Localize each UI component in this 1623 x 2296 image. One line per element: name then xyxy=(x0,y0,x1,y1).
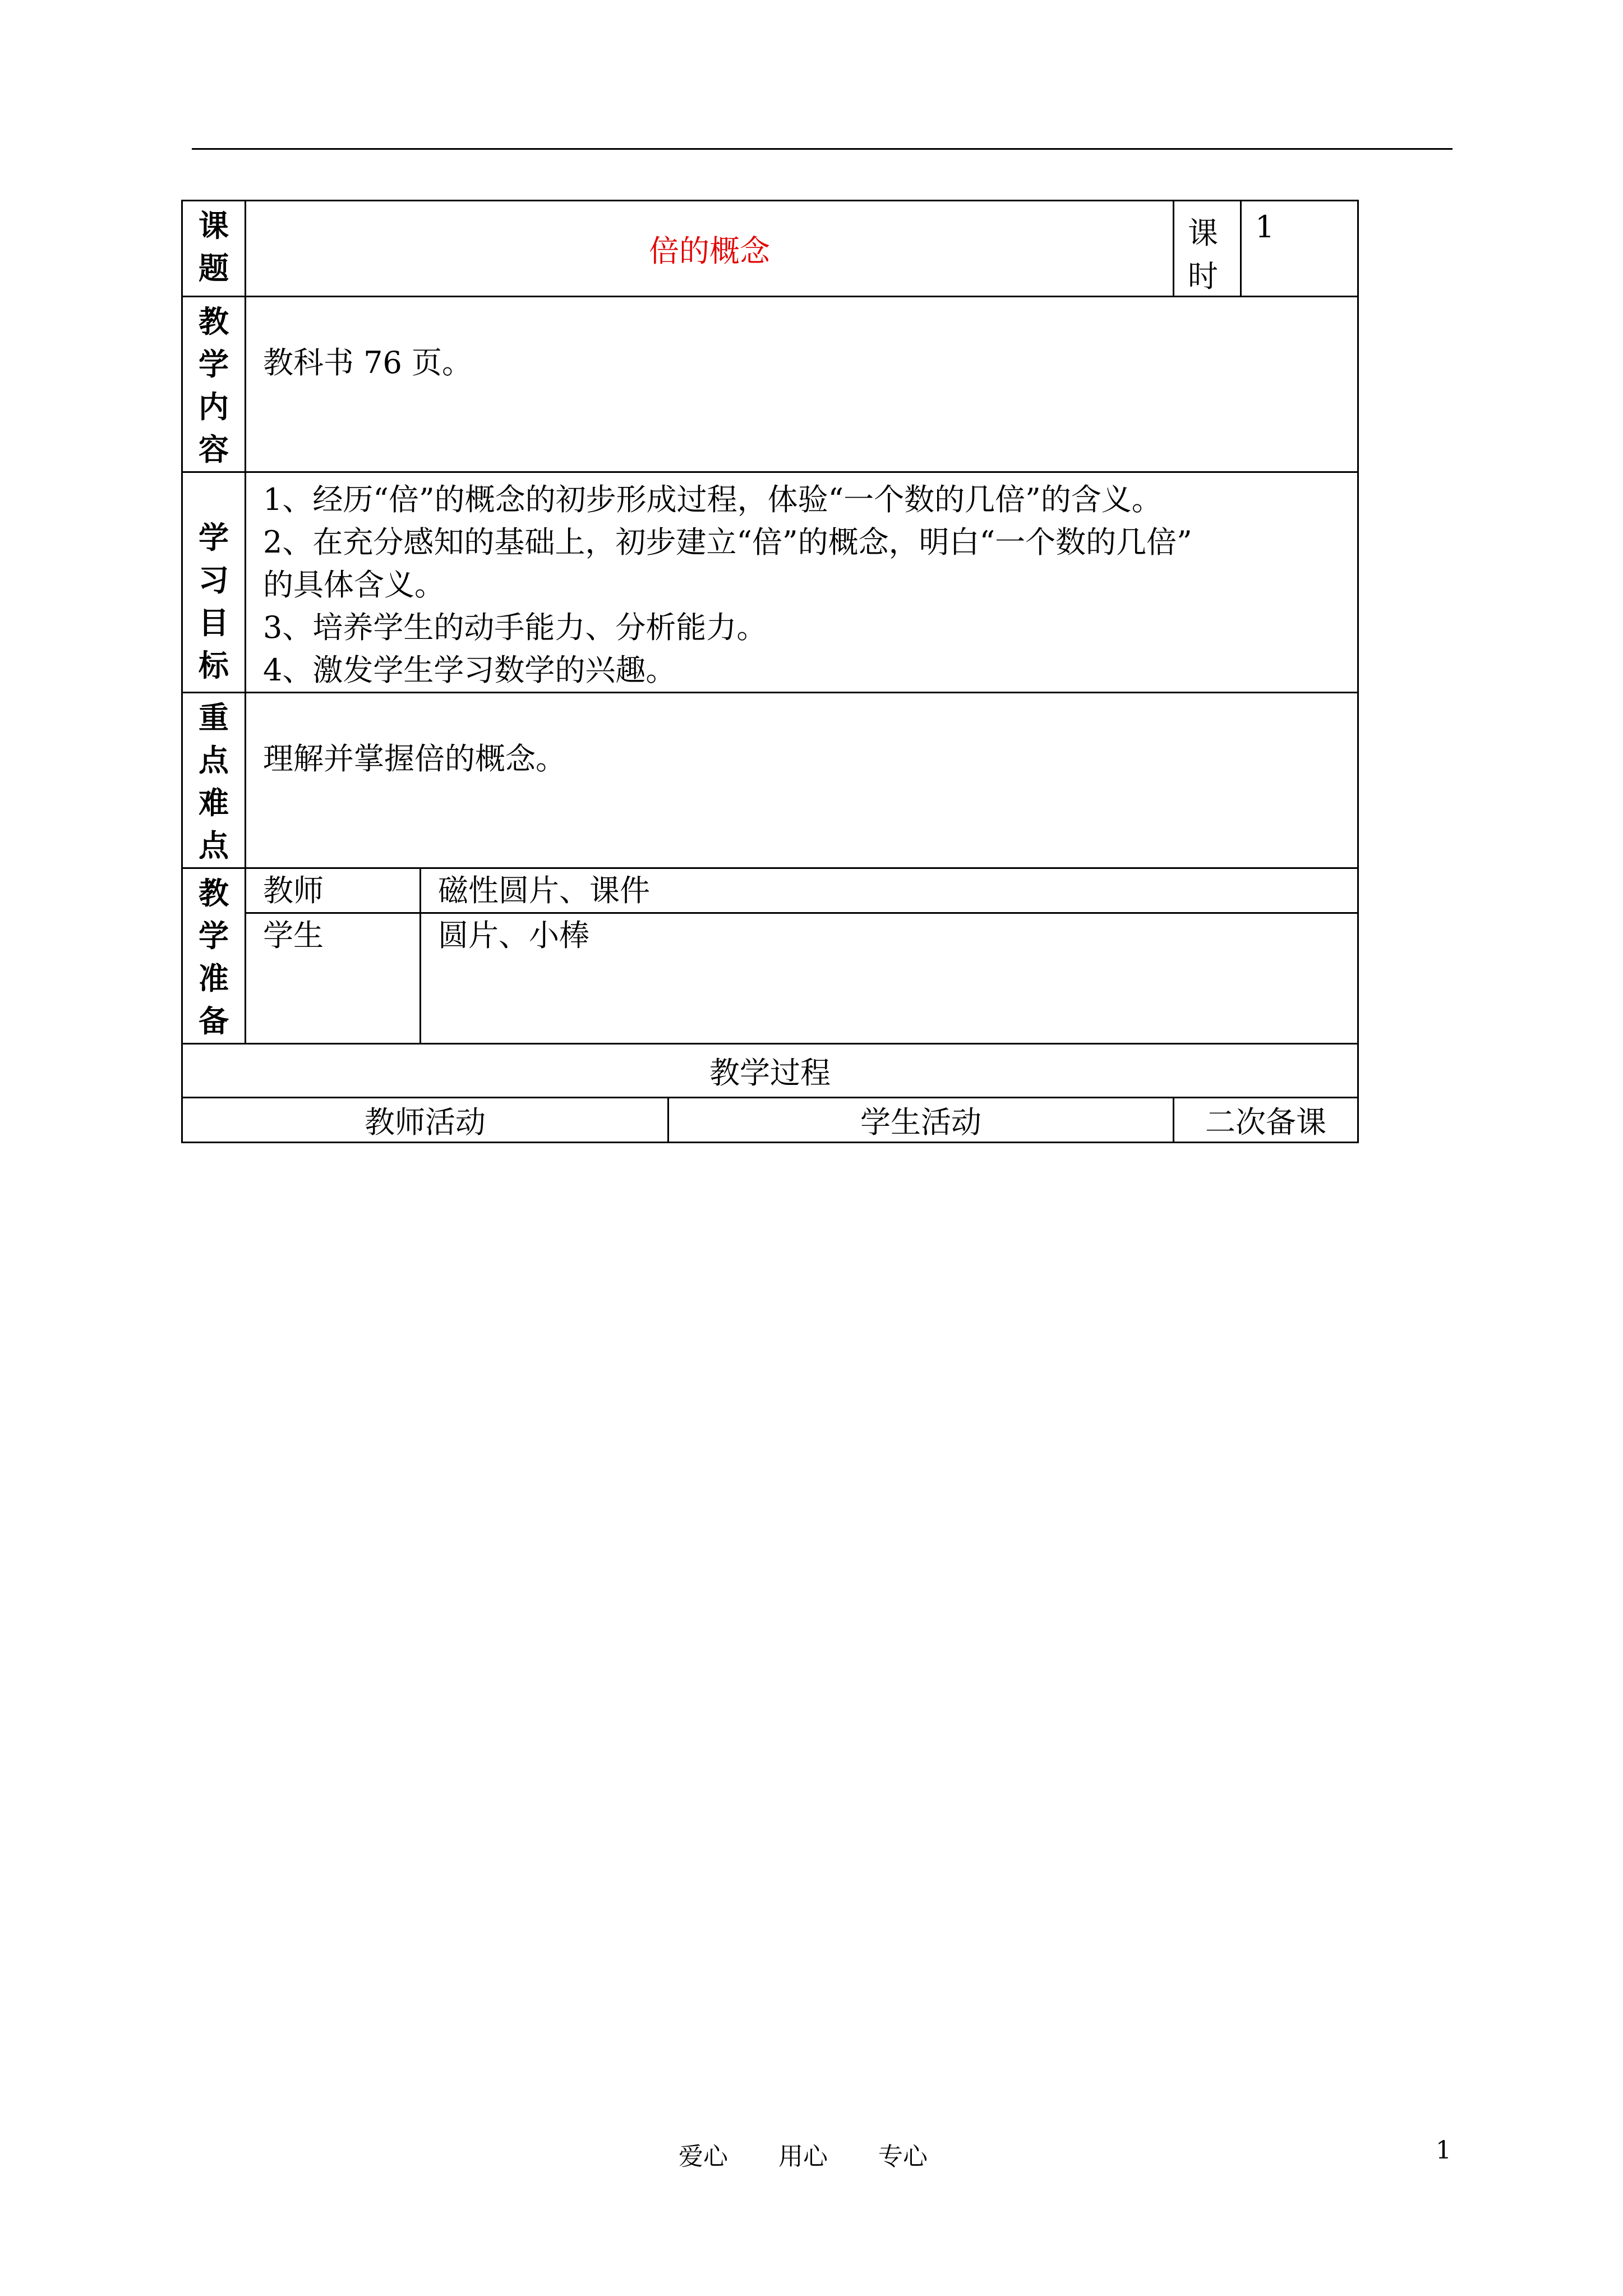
process-title: 教学过程 xyxy=(182,1044,1358,1098)
lesson-title: 倍的概念 xyxy=(246,201,1174,297)
content-text: 教科书 76 页。 xyxy=(246,297,1358,472)
column-teacher-activity: 教师活动 xyxy=(182,1098,668,1143)
difficulty-label: 重 点 难 点 xyxy=(182,693,246,868)
goal-item: 2、在充分感知的基础上，初步建立“倍”的概念，明白“一个数的几倍” xyxy=(263,524,1192,560)
lesson-plan-table xyxy=(181,200,1359,1143)
goals-label: 学 习 目 标 xyxy=(182,472,246,693)
hours-value: 1 xyxy=(1241,201,1358,297)
goal-item: 1、经历“倍”的概念的初步形成过程，体验“一个数的几倍”的含义。 xyxy=(263,482,1162,517)
goal-item: 3、培养学生的动手能力、分析能力。 xyxy=(263,610,767,645)
prep-label: 教 学 准 备 xyxy=(182,868,246,1044)
prep-teacher-label: 教师 xyxy=(246,868,421,913)
goals-list xyxy=(246,472,1358,693)
prep-student-label: 学生 xyxy=(246,913,421,1044)
content-label: 教 学 内 容 xyxy=(182,297,246,472)
column-second-prep: 二次备课 xyxy=(1174,1098,1358,1143)
prep-teacher-row xyxy=(182,868,1358,913)
prep-teacher-items: 磁性圆片、课件 xyxy=(421,868,1358,913)
header-rule xyxy=(192,148,1453,150)
column-student-activity: 学生活动 xyxy=(668,1098,1174,1143)
goal-item: 的具体含义。 xyxy=(263,567,445,602)
footer-motto: 爱心 用心 专心 xyxy=(679,2142,928,2171)
goal-item: 4、激发学生学习数学的兴趣。 xyxy=(263,652,676,688)
hours-label: 课时 xyxy=(1174,201,1241,297)
topic-row xyxy=(182,201,1358,297)
prep-student-row xyxy=(182,913,1358,1044)
topic-label: 课 题 xyxy=(182,201,246,297)
prep-student-items: 圆片、小棒 xyxy=(421,913,1358,1044)
content-row xyxy=(182,297,1358,472)
process-columns-row xyxy=(182,1098,1358,1143)
page-number: 1 xyxy=(1436,2136,1451,2165)
process-row xyxy=(182,1044,1358,1098)
difficulty-row xyxy=(182,693,1358,868)
goals-row xyxy=(182,472,1358,693)
difficulty-text: 理解并掌握倍的概念。 xyxy=(246,693,1358,868)
